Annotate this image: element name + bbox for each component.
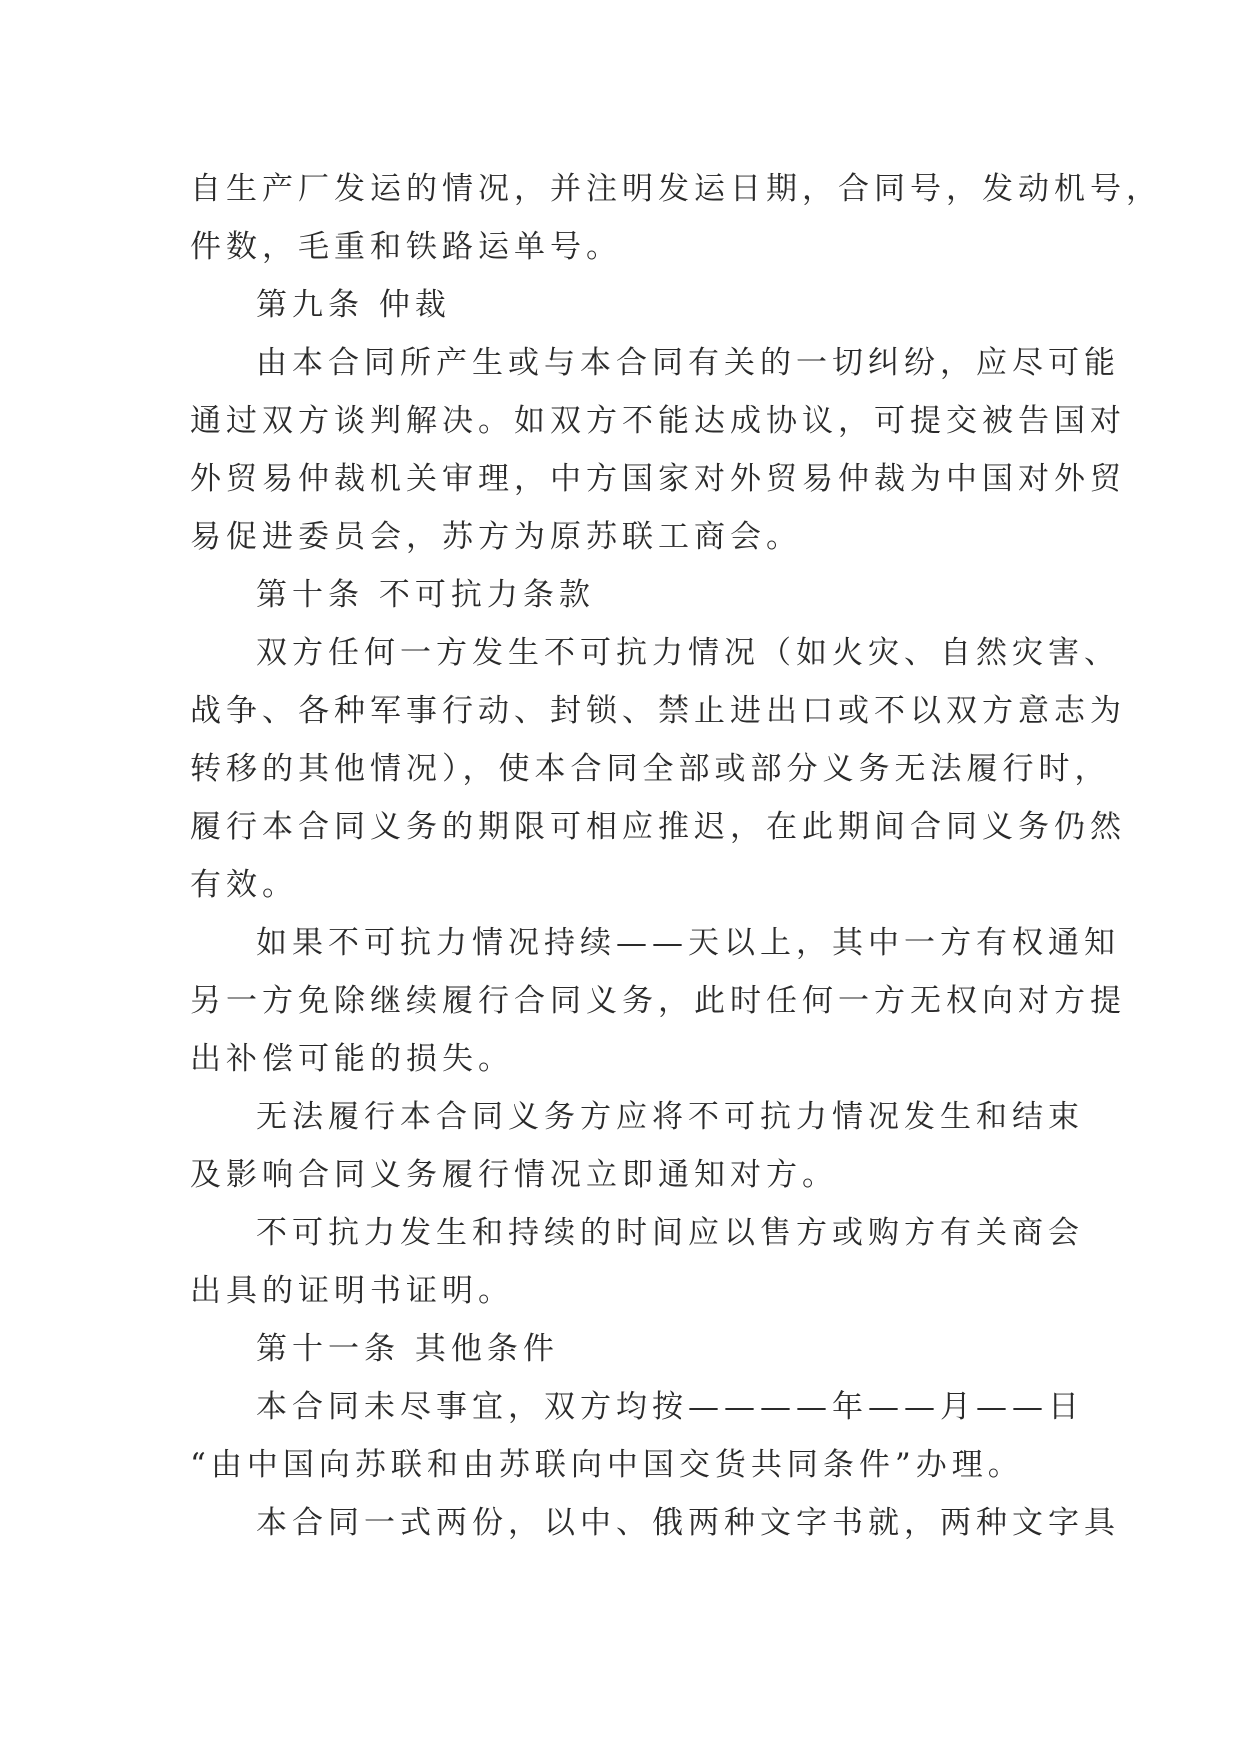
text-line: 履行本合同义务的期限可相应推迟，在此期间合同义务仍然 <box>190 809 1126 845</box>
text-line: 出具的证明书证明。 <box>190 1273 514 1309</box>
text-line: 自生产厂发运的情况，并注明发运日期，合同号，发动机号， <box>190 171 1162 207</box>
text-line: 易促进委员会，苏方为原苏联工商会。 <box>190 519 802 555</box>
article-11-heading: 第十一条 其他条件 <box>256 1331 559 1367</box>
text-line: 双方任何一方发生不可抗力情况（如火灾、自然灾害、 <box>256 635 1120 671</box>
text-line: 战争、各种军事行动、封锁、禁止进出口或不以双方意志为 <box>190 693 1126 729</box>
text-line: 转移的其他情况），使本合同全部或部分义务无法履行时， <box>190 751 1111 787</box>
text-line: 不可抗力发生和持续的时间应以售方或购方有关商会 <box>256 1215 1084 1251</box>
article-9-heading: 第九条 仲裁 <box>256 287 451 323</box>
text-line: 有效。 <box>190 867 298 903</box>
text-line: 无法履行本合同义务方应将不可抗力情况发生和结束 <box>256 1099 1084 1135</box>
article-10-heading: 第十条 不可抗力条款 <box>256 577 595 613</box>
text-line: 本合同一式两份，以中、俄两种文字书就，两种文字具 <box>256 1505 1120 1541</box>
text-line: 由本合同所产生或与本合同有关的一切纠纷，应尽可能 <box>256 345 1120 381</box>
text-line: “由中国向苏联和由苏联向中国交货共同条件”办理。 <box>190 1447 1024 1483</box>
text-line: 出补偿可能的损失。 <box>190 1041 514 1077</box>
text-line: 件数，毛重和铁路运单号。 <box>190 229 622 265</box>
text-line: 另一方免除继续履行合同义务，此时任何一方无权向对方提 <box>190 983 1126 1019</box>
text-line: 及影响合同义务履行情况立即通知对方。 <box>190 1157 838 1193</box>
text-line: 本合同未尽事宜，双方均按————年——月——日 <box>256 1389 1084 1425</box>
text-line: 如果不可抗力情况持续——天以上，其中一方有权通知 <box>256 925 1120 961</box>
text-line: 外贸易仲裁机关审理，中方国家对外贸易仲裁为中国对外贸 <box>190 461 1126 497</box>
text-line: 通过双方谈判解决。如双方不能达成协议，可提交被告国对 <box>190 403 1126 439</box>
contract-text <box>190 160 1162 1552</box>
